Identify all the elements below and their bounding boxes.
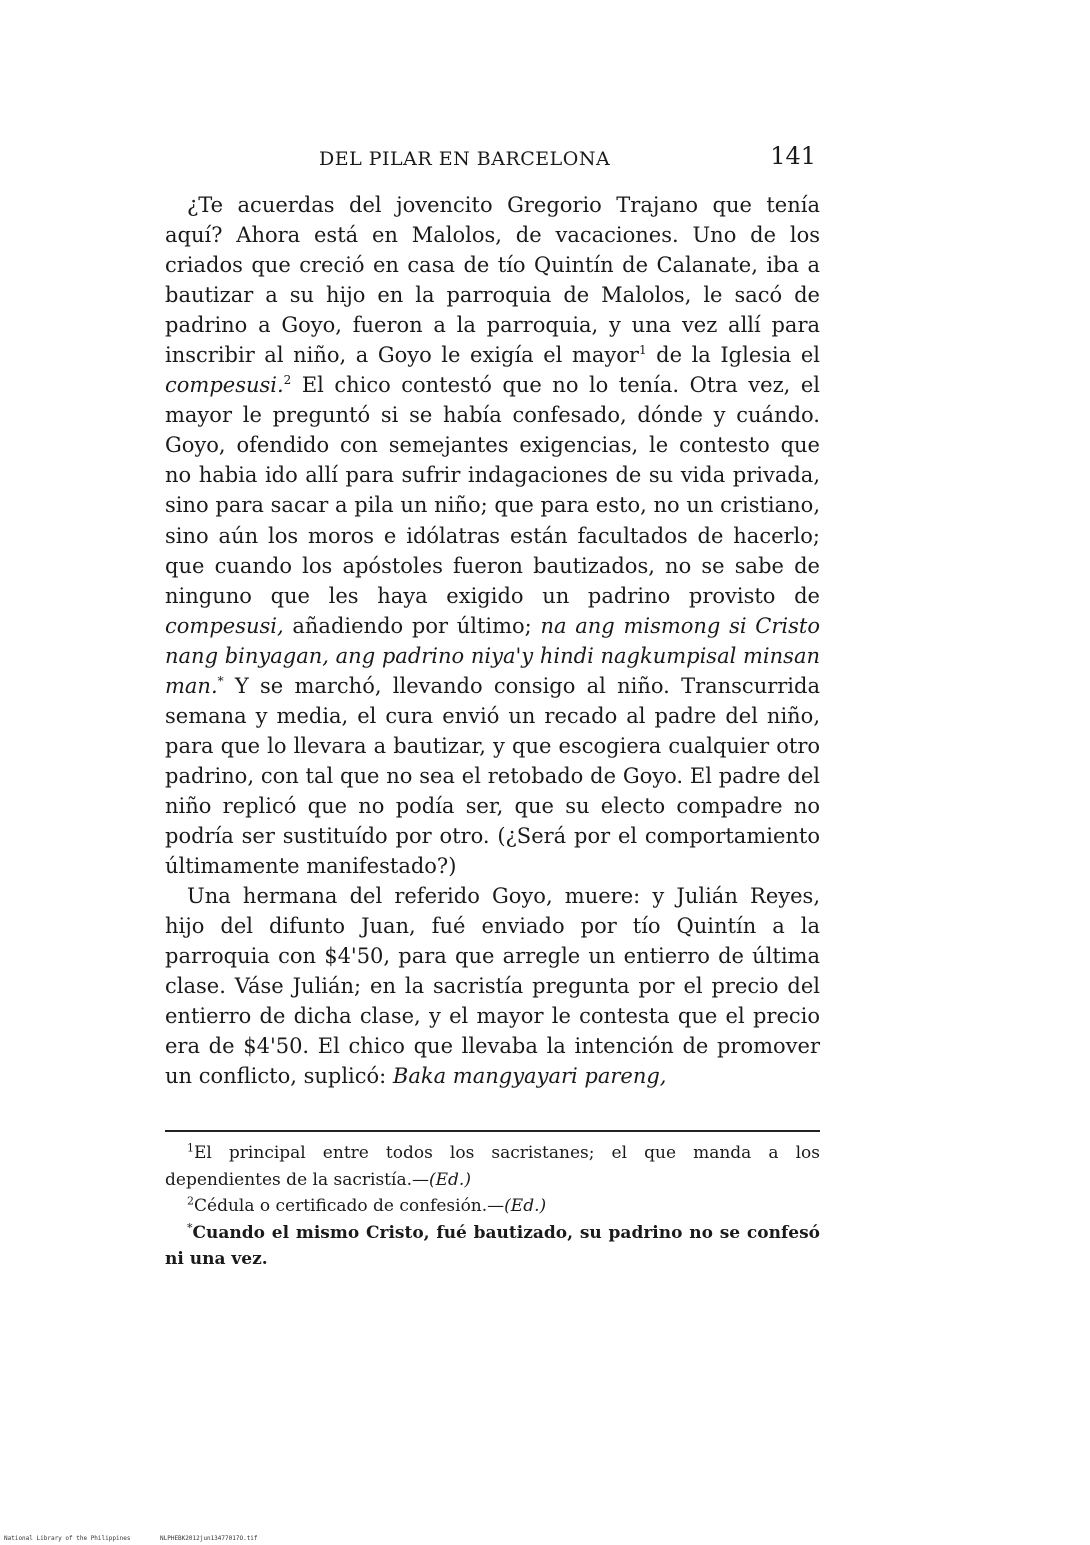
footnote-ref-2: 2 xyxy=(283,373,292,388)
footnote-2-text: Cédula o certificado de confesión.— xyxy=(194,1196,505,1216)
p1-italic-1: compesusi. xyxy=(165,373,284,398)
footnote-divider xyxy=(165,1130,820,1132)
page-header xyxy=(165,142,820,182)
footnote-2-ed: (Ed.) xyxy=(504,1196,547,1216)
paragraph-2 xyxy=(165,881,820,1091)
footnote-1-mark: 1 xyxy=(187,1141,194,1155)
footnote-ref-1: 1 xyxy=(638,343,647,358)
scan-library-label: National Library of the Philippines xyxy=(4,1535,131,1542)
p1-text-4: añadiendo por último; xyxy=(292,613,532,638)
p1-text-1: ¿Te acuerdas del jovencito Gregorio Trajano que tenía aquí? Ahora está en Malolos, de vacaciones. Uno de los criados que creció en casa de tío Quintín de Calanate, iba a bautizar a su hijo en la parroquia de Malolos, le sacó de padrino a Goyo, fueron a la parroquia, y una vez allí para inscribir al niño, a Goyo le exigía el mayor xyxy=(165,193,820,368)
footnote-3-text: Cuando el mismo Cristo, fué bautizado, su padrino no se confesó ni una vez. xyxy=(165,1222,820,1269)
p2-text-1: Una hermana del referido Goyo, muere: y Julián Reyes, hijo del difunto Juan, fué enviado por tío Quintín a la parroquia con $4'50, para que arregle un entierro de última clase. Váse Julián; en la sacristía pregunta por el precio del entierro de dicha clase, y el mayor le contesta que el precio era de $4'50. El chico que llevaba la intención de promover un conflicto, suplicó: xyxy=(165,884,820,1089)
footnote-3-mark: * xyxy=(187,1220,193,1234)
scan-file-id: NLPHEBK2012jun13477017O.tif xyxy=(160,1535,258,1542)
footnotes xyxy=(165,1140,820,1273)
footnote-1-ed: (Ed.) xyxy=(428,1169,471,1190)
p2-italic-1: Baka mangyayari pareng, xyxy=(392,1064,667,1089)
footnote-ref-star: * xyxy=(217,673,224,688)
footnote-1-text: El principal entre todos los sacristanes; el que manda a los dependientes de la sacristía.— xyxy=(165,1143,820,1190)
footnote-1 xyxy=(165,1140,820,1193)
footnote-3 xyxy=(165,1220,820,1273)
running-head: DEL PILAR EN BARCELONA xyxy=(319,148,611,170)
p1-text-2: de la Iglesia el xyxy=(656,343,820,368)
p1-italic-3: na ang mismong si Cristo nang binyagan, ang padrino niya'y hindi nagkumpisal minsan man. xyxy=(165,613,820,698)
footnote-2 xyxy=(165,1193,820,1220)
p1-text-5: Y se marchó, llevando consigo al niño. Transcurrida semana y media, el cura envió un recado al padre del niño, para que lo llevara a bautizar, y que escogiera cualquier otro padrino, con tal que no sea el retobado de Goyo. El padre del niño replicó que no podía ser, que su electo compadre no podría ser sustituído por otro. (¿Será por el comportamiento últimamente manifestado?) xyxy=(165,673,820,879)
paragraph-1 xyxy=(165,190,820,881)
p1-italic-2: compesusi, xyxy=(165,613,284,638)
footnote-2-mark: 2 xyxy=(187,1194,194,1208)
body-text xyxy=(165,190,820,1091)
page-number: 141 xyxy=(770,142,816,170)
p1-text-3: El chico contestó que no lo tenía. Otra vez, el mayor le preguntó si se había confesado, dónde y cuándo. Goyo, ofendido con semejantes exigencias, le contesto que no habia ido allí para sufrir indagaciones de su vida privada, sino para sacar a pila un niño; que para esto, no un cristiano, sino aún los moros e idólatras están facultados de hacerlo; que cuando los apóstoles fueron bautizados, no se sabe de ninguno que les haya exigido un padrino provisto de xyxy=(165,373,820,608)
